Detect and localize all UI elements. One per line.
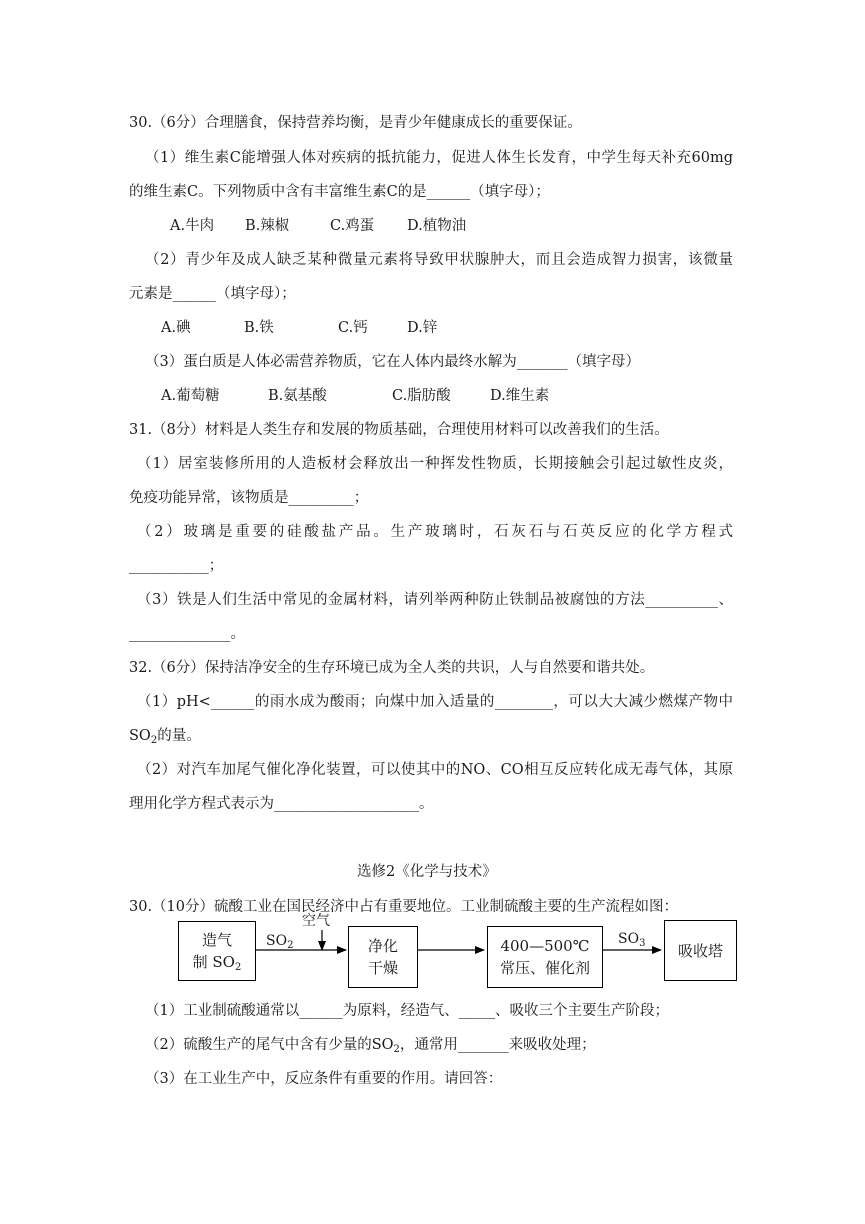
option: D.维生素 [490, 388, 550, 404]
box-line [193, 951, 242, 973]
option: A.牛肉 [170, 218, 215, 234]
subscript: 3 [639, 938, 646, 949]
subscript: 2 [393, 1044, 400, 1055]
box-line: 干燥 [367, 959, 398, 977]
q31-title: 31.（8分）材料是人类生存和发展的物质基础，合理使用材料可以改善我们的生活。 [129, 422, 669, 438]
q30b-part2-line1 [145, 1035, 596, 1055]
line-text: 的量。 [157, 728, 201, 744]
option: B.辣椒 [245, 218, 290, 234]
flow-box-catalytic-reaction [487, 926, 603, 988]
so2-text: SO [129, 728, 151, 744]
option: C.钙 [338, 320, 368, 336]
option: B.氨基酸 [268, 388, 327, 404]
label-text: SO [618, 931, 640, 947]
q32-part1-line1: （1）pH<______的雨水成为酸雨；向煤中加入适量的________，可以大大减少燃煤产物中 [137, 694, 733, 710]
subscript: 2 [287, 940, 294, 951]
arrow-label-so2 [266, 933, 293, 949]
box-line: 造气 [201, 931, 232, 949]
q30b-part3-line1: （3）在工业生产中，反应条件有重要的作用。请回答： [145, 1071, 503, 1087]
q31-part3-line1: （3）铁是人们生活中常见的金属材料，请列举两种防止铁制品被腐蚀的方法__________、 [137, 592, 733, 608]
q32-part2-line2: 理用化学方程式表示为____________________。 [129, 796, 434, 812]
option: A.碘 [161, 320, 191, 336]
option: C.鸡蛋 [330, 218, 375, 234]
q30-title: 30.（6分）合理膳食，保持营养均衡，是青少年健康成长的重要保证。 [129, 115, 582, 131]
q30b-title: 30.（10分）硫酸工业在国民经济中占有重要地位。工业制硫酸主要的生产流程如图： [129, 899, 679, 915]
box-line: 常压、催化剂 [499, 959, 590, 977]
q30b-part1-line1: （1）工业制硫酸通常以______为原料，经造气、_____、吸收三个主要生产阶段； [145, 1003, 669, 1019]
flow-box-absorption-tower [664, 920, 737, 981]
q31-part3-line2: ______________。 [129, 626, 245, 642]
option: D.植物油 [407, 218, 467, 234]
box-text: 制 SO [192, 953, 235, 971]
label-text: SO [266, 933, 288, 949]
box-line: 400—500℃ [500, 937, 590, 955]
subscript: 2 [234, 962, 242, 973]
flow-box-purification [348, 926, 418, 988]
q30-part1-line2: 的维生素C。下列物质中含有丰富维生素C的是______（填字母）； [129, 184, 550, 200]
q30-part3-line1: （3）蛋白质是人体必需营养物质，它在人体内最终水解为_______（填字母） [145, 354, 640, 370]
q31-part1-line2: 免疫功能异常，该物质是_________； [129, 490, 369, 506]
q30-part2-line2: 元素是______（填字母）； [129, 286, 296, 302]
flow-box-gas-production [178, 921, 256, 981]
option: B.铁 [244, 320, 274, 336]
q32-part2-line1: （2）对汽车加尾气催化净化装置，可以使其中的NO、CO相互反应转化成无毒气体，其原 [137, 762, 733, 778]
q31-part2-line2: ___________； [129, 558, 224, 574]
section-title: 选修2《化学与技术》 [357, 864, 497, 880]
line-text: ，通常用_______来吸收处理； [399, 1037, 596, 1053]
q30-part2-line1: （2）青少年及成人缺乏某种微量元素将导致甲状腺肿大，而且会造成智力损害，该微量 [145, 252, 733, 268]
box-line: 净化 [367, 937, 398, 955]
box-line: 吸收塔 [677, 941, 723, 960]
arrow-label-so3 [618, 931, 645, 947]
option: D.锌 [407, 320, 438, 336]
q31-part1-line1: （1）居室装修所用的人造板材会释放出一种挥发性物质，长期接触会引起过敏性皮炎， [137, 456, 733, 472]
q31-part2-line1: （2）玻璃是重要的硅酸盐产品。生产玻璃时，石灰石与石英反应的化学方程式 [137, 524, 733, 540]
air-label: 空气 [302, 913, 330, 929]
line-text: （2）硫酸生产的尾气中含有少量的SO [145, 1037, 394, 1053]
q32-title: 32.（6分）保持洁净安全的生存环境已成为全人类的共识，人与自然要和谐共处。 [129, 660, 655, 676]
q30-part1-line1: （1）维生素C能增强人体对疾病的抵抗能力，促进人体生长发育，中学生每天补充60mg [145, 150, 733, 166]
option: A.葡萄糖 [161, 388, 220, 404]
option: C.脂肪酸 [392, 388, 451, 404]
subscript: 2 [150, 735, 158, 746]
